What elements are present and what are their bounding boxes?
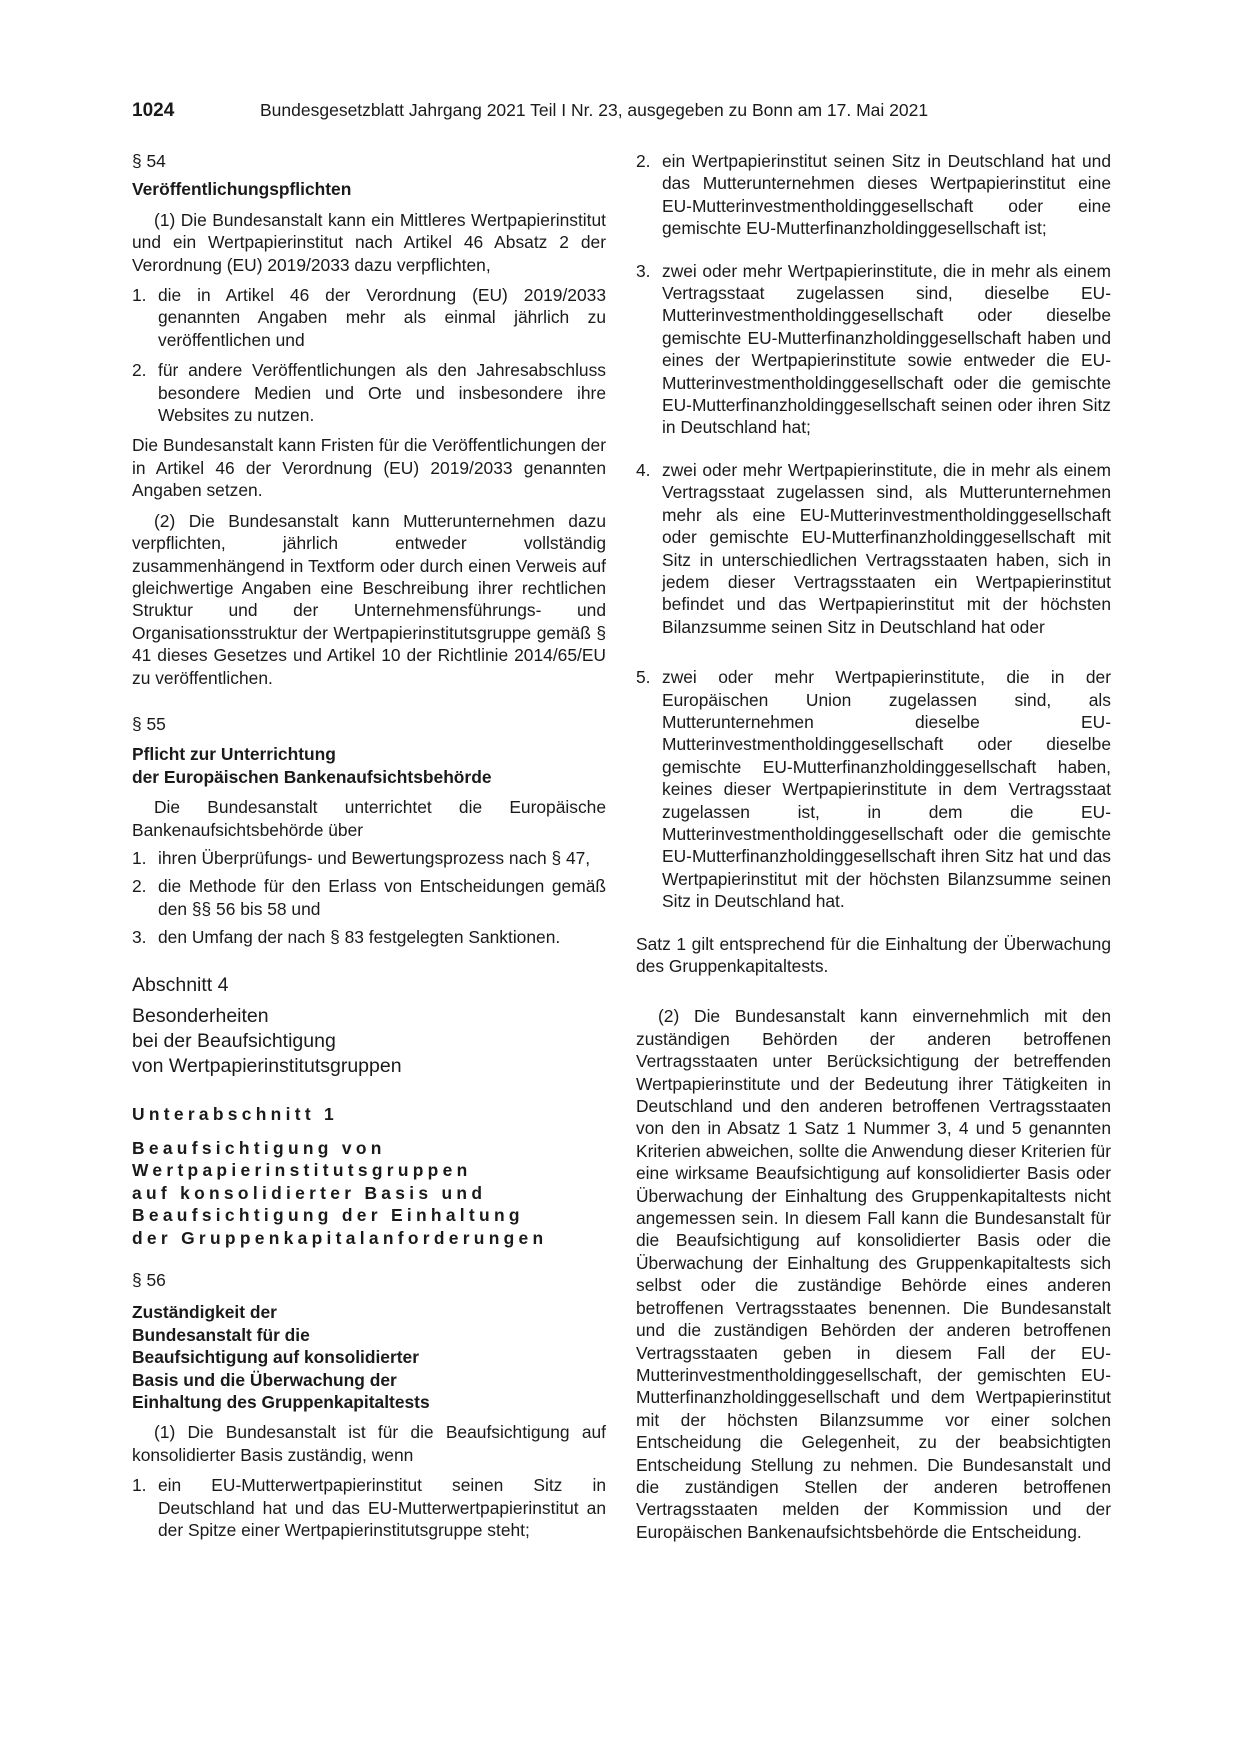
list-item-text: ihren Überprüfungs- und Bewertungsprozess nach § 47, [158,847,591,868]
list-item-text: die in Artikel 46 der Verordnung (EU) 2019/2033 genannten Angaben mehr als einmal jährlich zu veröffentlichen und [158,285,606,350]
list-item-number: 1. [132,847,147,868]
section-54-paragraph-2: (2) Die Bundesanstalt kann Mutterunternehmen dazu verpflichten, jährlich entweder vollständig zusammenhängend in Textform oder durch einen Verweis auf gleichwertige Angaben eine Beschreibung ihrer rechtlichen Struktur und der Unternehmensführungs- und Organisationsstruktur der Wertpapierinstitutsgruppe gemäß § 41 dieses Gesetzes und Artikel 10 der Richtlinie 2014/65/EU zu veröffentlichen. [132,510,606,688]
list-item-text: zwei oder mehr Wertpapierinstitute, die in mehr als einem Vertragsstaat zugelassen sind, dieselbe EU-Mutterinvestmentholdinggesellschaft oder dieselbe gemischte EU-Mutterfinanzholdinggesellschaft haben und eines der Wertpapierinstitute sowie entweder die EU-Mutterinvestmentholdinggesellschaft oder die gemischte EU-Mutterfinanzholdinggesellschaft seinen oder ihren Sitz in Deutschland hat; [662,260,1111,438]
list-item-number: 5. [636,667,651,688]
section-54-title: Veröffentlichungspflichten [132,179,352,200]
unterabschnitt-title-line-1: Beaufsichtigung von [132,1138,386,1158]
section-55-title-line-1: Pflicht zur Unterrichtung [132,744,336,765]
list-item [132,875,606,920]
list-item [636,260,1111,439]
list-item [132,847,606,869]
abschnitt-title-line-2: bei der Beaufsichtigung [132,1029,336,1052]
list-item [636,666,1111,912]
list-item-number: 2. [132,876,147,897]
list-item-number: 3. [636,260,651,281]
list-item [132,284,606,351]
section-54-paragraph-1: (1) Die Bundesanstalt kann ein Mittleres Wertpapierinstitut und ein Wertpapierinstitut nach Artikel 46 Absatz 2 der Verordnung (EU) 2019/2033 dazu verpflichten, [132,209,606,275]
list-item [636,150,1111,240]
unterabschnitt-title-line-4: Beaufsichtigung der Einhaltung [132,1205,524,1226]
list-item-number: 2. [132,360,147,381]
right-column [636,150,1111,1543]
unterabschnitt-title-line-3: auf konsolidierter Basis und [132,1182,487,1203]
list-item [132,1474,606,1541]
list-item-text: für andere Veröffentlichungen als den Jahresabschluss besondere Medien und Orte und insbesondere ihre Websites zu nutzen. [158,360,606,426]
list-item [636,459,1111,638]
list-item-number: 4. [636,459,651,480]
section-55-number: § 55 [132,713,166,734]
satz-paragraph: Satz 1 gilt entsprechend für die Einhaltung der Überwachung des Gruppenkapitaltests. [636,933,1111,976]
abschnitt-title-line-3: von Wertpapierinstitutsgruppen [132,1054,402,1077]
section-56-title-line-4: Basis und die Überwachung der [132,1369,397,1390]
list-item-number: 1. [132,1475,147,1496]
section-56-paragraph-2: (2) Die Bundesanstalt kann einvernehmlich mit den zuständigen Behörden der anderen betroffenen Vertragsstaaten unter Berücksichtigung der betreffenden Wertpapierinstitute und der Bedeutung ihrer Tätigkeiten in Deutschland und den anderen betroffenen Vertragsstaaten von den in Absatz 1 Satz 1 Nummer 3, 4 und 5 genannten Kriterien abweichen, sollte die Anwendung dieser Kriterien für eine wirksame Beaufsichtigung auf konsolidierter Basis oder Überwachung der Einhaltung des Gruppenkapitaltests nicht angemessen sein. In diesem Fall kann die Bundesanstalt für die Beaufsichtigung auf konsolidierter Basis oder die Überwachung der Einhaltung des Gruppenkapitaltests sich selbst oder die zuständige Behörde eines anderen betroffenen Vertragsstaates benennen. Die Bundesanstalt und die zuständigen Behörden der anderen betroffenen Vertragsstaaten geben in diesem Fall der EU-Mutterinvestmentholdinggesellschaft, der gemischten EU-Mutterfinanzholdinggesellschaft und dem Wertpapierinstitut mit der höchsten Bilanzsumme vor einer solchen Entscheidung die Gelegenheit, zu der beabsichtigten Entscheidung Stellung zu nehmen. Die Bundesanstalt und die zuständigen Stellen der anderen betroffenen Vertragsstaaten melden der Kommission und der Europäischen Bankenaufsichtsbehörde die Entscheidung. [636,1006,1111,1542]
list-item-text: zwei oder mehr Wertpapierinstitute, die in der Europäischen Union zugelassen sind, als Mutterunternehmen dieselbe EU-Mutterinvestmentholdinggesellschaft oder dieselbe gemischte EU-Mutterfinanzholdinggesellschaft haben, keines dieser Wertpapierinstitute in dem Vertragsstaat zugelassen ist, in dem die EU-Mutterinvestmentholdinggesellschaft oder die gemischte EU-Mutterfinanzholdinggesellschaft ihren Sitz hat und das Wertpapierinstitut mit der höchsten Bilanzsumme seinen Sitz in Deutschland hat. [662,667,1111,912]
list-item [132,926,606,948]
unterabschnitt-label: Unterabschnitt 1 [132,1103,339,1124]
left-column [132,150,606,1542]
section-56-title-line-1: Zuständigkeit der [132,1302,277,1323]
section-56-number: § 56 [132,1270,166,1291]
list-item-text: ein Wertpapierinstitut seinen Sitz in Deutschland hat und das Mutterunternehmen dieses Wertpapierinstitut eine EU-Mutterinvestmentholdinggesellschaft oder eine gemischte EU-Mutterfinanzholdinggesellschaft ist; [662,151,1111,239]
section-56-title-line-3: Beaufsichtigung auf konsolidierter [132,1347,419,1368]
section-54-number: § 54 [132,151,166,171]
section-54-paragraph-1-end: Die Bundesanstalt kann Fristen für die Veröffentlichungen der in Artikel 46 der Verordnung (EU) 2019/2033 genannten Angaben setzen. [132,435,606,501]
page-header [132,100,1112,126]
section-56-paragraph-1: (1) Die Bundesanstalt ist für die Beaufsichtigung auf konsolidierter Basis zuständig, wenn [132,1422,606,1465]
section-56-title-line-2: Bundesanstalt für die [132,1324,310,1345]
list-item-text: den Umfang der nach § 83 festgelegten Sanktionen. [158,927,561,948]
list-item-text: ein EU-Mutterwertpapierinstitut seinen Sitz in Deutschland hat und das EU-Mutterwertpapierinstitut an der Spitze einer Wertpapierinstitutsgruppe steht; [158,1475,606,1541]
list-item-number: 3. [132,927,147,948]
list-item-text: zwei oder mehr Wertpapierinstitute, die in mehr als einem Vertragsstaat zugelassen sind, als Mutterunternehmen mehr als eine EU-Mutterinvestmentholdinggesellschaft oder gemischte EU-Mutterfinanzholdinggesellschaft mit Sitz in unterschiedlichen Vertragsstaaten haben, sich in jedem dieser Vertragsstaaten ein Wertpapierinstitut befindet und das Wertpapierinstitut mit der höchsten Bilanzsumme seinen Sitz in Deutschland hat oder [662,459,1111,637]
page-number: 1024 [132,100,175,121]
list-item [132,359,606,426]
unterabschnitt-title-line-5: der Gruppenkapitalanforderungen [132,1227,548,1248]
section-56-title-line-5: Einhaltung des Gruppenkapitaltests [132,1392,430,1413]
abschnitt-title-line-1: Besonderheiten [132,1004,269,1027]
unterabschnitt-title-line-2: Wertpapierinstitutsgruppen [132,1160,472,1181]
section-55-intro: Die Bundesanstalt unterrichtet die Europäische Bankenaufsichtsbehörde über [132,797,606,840]
running-title: Bundesgesetzblatt Jahrgang 2021 Teil I Nr. 23, ausgegeben zu Bonn am 17. Mai 2021 [260,100,929,120]
list-item-number: 2. [636,151,651,171]
section-55-title-line-2: der Europäischen Bankenaufsichtsbehörde [132,766,492,787]
list-item-number: 1. [132,285,147,306]
abschnitt-label: Abschnitt 4 [132,973,229,996]
list-item-text: die Methode für den Erlass von Entscheidungen gemäß den §§ 56 bis 58 und [158,876,606,919]
